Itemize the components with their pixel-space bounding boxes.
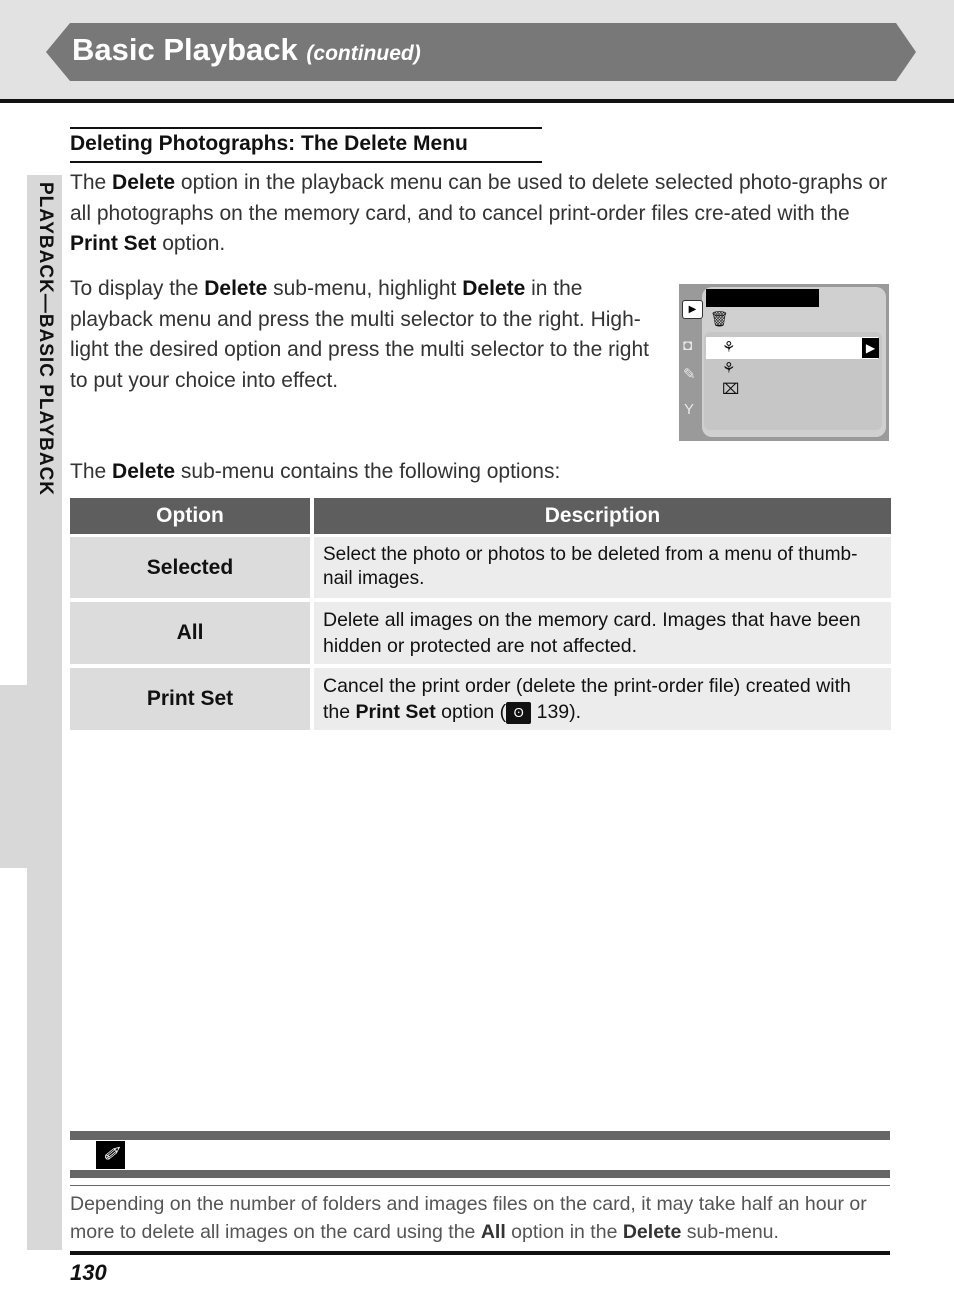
chapter-label: PLAYBACK—BASIC PLAYBACK — [35, 182, 56, 497]
table-description-cell: Select the photo or photos to be deleted from a menu of thumb-nail images. — [314, 537, 891, 598]
table-option-cell: Selected — [70, 537, 310, 598]
header-rule — [0, 99, 954, 103]
delete-all-icon: ⚘ — [722, 360, 736, 377]
play-tab-icon: ▶ — [682, 300, 703, 319]
page-reference-icon: ʘ — [506, 702, 531, 724]
submenu-intro: The Delete sub-menu contains the following options: — [70, 460, 561, 483]
table-description-cell: Delete all images on the memory card. Images that have been hidden or protected are not affected. — [314, 602, 891, 664]
page-title — [72, 30, 421, 74]
note-top-bar — [70, 1131, 890, 1140]
instruction-paragraph: To display the Delete sub-menu, highlight Delete in the playback menu and press the multi selector to the right. High-light the desired option and press the multi selector to the right to put your choice into effect. — [70, 277, 649, 392]
table-header-option: Option — [70, 498, 310, 534]
note-bottom-rule — [70, 1251, 890, 1255]
pencil-tab-icon: ✎ — [683, 366, 696, 383]
note-mid-bar — [70, 1170, 890, 1178]
note-icon: ✐ — [96, 1141, 125, 1169]
table-header-description: Description — [314, 498, 891, 534]
table-option-cell: Print Set — [70, 668, 310, 730]
trash-icon: 🗑 — [710, 311, 730, 328]
note-text: Depending on the number of folders and images files on the card, it may take half an hour or more to delete all images on the card using the All option in the Delete sub-menu. — [70, 1193, 867, 1243]
page-subtitle: (continued) — [306, 42, 421, 65]
delete-selected-icon: ⚘ — [722, 339, 736, 356]
section-title: Deleting Photographs: The Delete Menu — [70, 127, 542, 163]
side-band-lower — [27, 868, 62, 1250]
submenu-arrow-icon: ▶ — [862, 338, 879, 358]
camera-tab-icon: ◘ — [683, 337, 693, 354]
table-description-cell: Cancel the print order (delete the print-order file) created with the Print Set option ( ʘ 139). — [314, 668, 891, 730]
note-divider — [70, 1185, 890, 1186]
camera-menu-title-bar — [706, 289, 819, 307]
wrench-tab-icon: Y — [684, 401, 695, 418]
page-number: 130 — [70, 1260, 107, 1285]
side-band-tab — [0, 685, 62, 868]
intro-paragraph: The Delete option in the playback menu can be used to delete selected photo-graphs or all photographs on the memory card, and to cancel print-order files cre-ated with the Print Set option. — [70, 171, 888, 255]
page-title-text: Basic Playback — [72, 32, 298, 67]
delete-print-set-icon: ⌧ — [722, 381, 740, 398]
table-option-cell: All — [70, 602, 310, 664]
